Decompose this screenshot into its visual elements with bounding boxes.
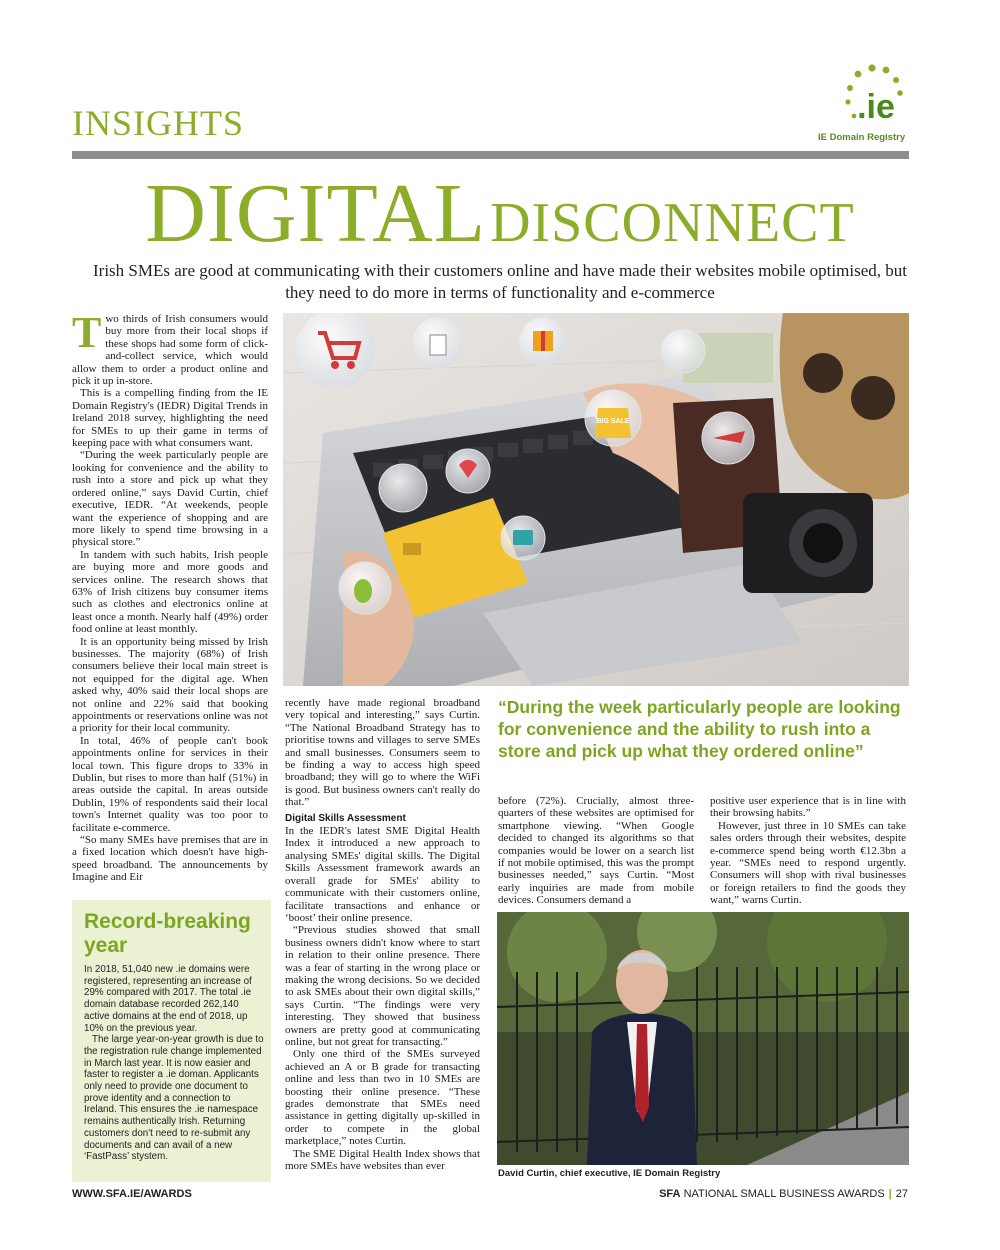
article-paragraph: In the IEDR's latest SME Digital Health Index it introduced a new approach to analysing SMEs' digital skills. The Digital Skills Assessment framework awards an overall grade for SMEs' ability to communicate with their customers online, facilitate transactions and enhance or ‘boost’ their online presence. [285, 825, 480, 924]
photo-caption: David Curtin, chief executive, IE Domain Registry [498, 1168, 721, 1179]
article-paragraph: This is a compelling finding from the IE Domain Registry's (IEDR) Digital Trends in Ireland 2018 survey, highlighting the need for SMEs to up their game in terms of keeping pace with what consumers want. [72, 387, 268, 450]
article-column-3 [498, 795, 694, 907]
article-column-2 [285, 697, 480, 1172]
footer-divider: | [888, 1188, 892, 1200]
svg-text:BIG SALE: BIG SALE [596, 418, 630, 425]
footer-title: NATIONAL SMALL BUSINESS AWARDS [683, 1188, 885, 1200]
footer-url: WWW.SFA.IE/AWARDS [72, 1188, 192, 1200]
section-label: INSIGHTS [72, 103, 245, 143]
article-paragraph: In total, 46% of people can't book appointments online for services in their local town. This figure drops to 33% in Dublin, but rises to more than half (51%) in areas outside the capital. In areas outside Dublin, 19% of respondents said their local town's Internet quality was too poor to facilitate e-commerce. [72, 734, 268, 834]
article-column-4 [710, 795, 906, 907]
shopping-laptop-photo [283, 313, 909, 686]
article-paragraph: It is an opportunity being missed by Irish businesses. The majority (68%) of Irish consumers believe their local main street is not equipped for the digital age. When asked why, 40% said their local shops are not online and 22% said that booking appointments or reservations online was not a priority for their local community. [72, 635, 268, 735]
svg-text:.ie: .ie [857, 88, 895, 126]
article-paragraph: “So many SMEs have premises that are in a fixed location which doesn't have high-speed broadband. The announcements by Imagine and Eir [72, 834, 268, 884]
pull-quote: “During the week particularly people are looking for convenience and the ability to rush into a store and pick up what they ordered online” [498, 697, 901, 761]
headline [0, 167, 1000, 260]
sidebar-body [84, 964, 264, 1163]
sidebar-title: Record-breaking year [84, 910, 251, 957]
article-paragraph: positive user experience that is in line with their browsing habits.” [710, 795, 906, 820]
article-paragraph: recently have made regional broadband very topical and interesting,” says Curtin. “The National Broadband Strategy has to prioritise towns and villages to serve SMEs and small businesses. Consumers seem to be finding a way to access high speed broadband; they will go to where the WiFi is good. But business owners can't really do that.” [285, 697, 480, 809]
sidebar-paragraph: In 2018, 51,040 new .ie domains were registered, representing an increase of 29% compared with 2017. The total .ie domain database recorded 262,140 active domains at the end of 2018, up 10% on the previous year. [84, 964, 252, 1034]
headline-part2: DISCONNECT [490, 192, 855, 254]
article-paragraph: In tandem with such habits, Irish people are buying more and more goods and services online. The research shows that 63% of Irish citizens buy consumer items such as clothes and electronics online at least once a month. Nearly half (49%) order food online at least monthly. [72, 548, 268, 636]
subhead: Digital Skills Assessment [285, 812, 406, 824]
article-paragraph: before (72%). Crucially, almost three-quarters of these websites are optimised for smartphone viewing. “When Google decided to changed its algorithms so that companies would be lower on a search list if not mobile optimised, this was the prompt businesses needed,” says Curtin. “Most early inquiries are made from mobile devices. Consumers demand a [498, 795, 694, 907]
header-rule [72, 151, 909, 159]
article-column-1 [72, 308, 268, 884]
article-paragraph: Only one third of the SMEs surveyed achieved an A or B grade for transacting online and less than two in 10 SMEs are boosting their online presence. “These grades demonstrate that SMEs need assistance in getting digitally up-skilled in order to compete in the global marketplace,” notes Curtin. [285, 1048, 480, 1148]
article-paragraph: The SME Digital Health Index shows that more SMEs have websites than ever [285, 1147, 480, 1173]
article-paragraph: “Previous studies showed that small business owners didn't know where to start in relation to their online presence. There was a fear of starting in the wrong place or making the wrong decisions. So we decided to ask SMEs about their own digital skills,” says Curtin. “The findings were very interesting. They showed that business owners are pretty good at communicating online, but not great for transacting.” [285, 924, 480, 1048]
logo-caption: IE Domain Registry [818, 132, 906, 143]
article-paragraph: Two thirds of Irish consumers would buy more from their local shops if these shops had some form of click-and-collect service, which would allow them to order a product online and pick it up in-store. [72, 308, 268, 388]
page-number: 27 [895, 1188, 908, 1200]
article-paragraph: “During the week particularly people are looking for convenience and the ability to rush into a store and pick up what they ordered online,” says David Curtin, chief executive, IEDR. “At weekends, people want the experience of shopping and are more likely to spend time browsing in a physical store.” [72, 449, 268, 549]
headline-part1: DIGITAL [145, 167, 487, 260]
article-paragraph: However, just three in 10 SMEs can take sales orders through their websites, despite e-commerce spend being worth €12.3bn a year. “SMEs need to respond urgently. Consumers will shop with rival businesses or foreign retailers to find the goods they want,” warns Curtin. [710, 819, 906, 907]
footer-right [600, 1188, 908, 1200]
portrait-photo [497, 912, 909, 1165]
footer-brand: SFA [659, 1188, 681, 1200]
sidebar-paragraph: The large year-on-year growth is due to the registration rule change implemented in March last year. It is now easier and faster to register a .ie doman. Applicants only need to provide one document to prove identity and a connection to Ireland. This ensures the .ie namespace remains authentically Irish. Returning customers don't need to re-submit any documents and can avail of a new ‘FastPass’ stystem. [84, 1034, 264, 1163]
standfirst: Irish SMEs are good at communicating with their customers online and have made their websites mobile optimised, but they need to do more in terms of functionality and e-commerce [93, 261, 907, 302]
drop-cap: T [72, 308, 102, 357]
